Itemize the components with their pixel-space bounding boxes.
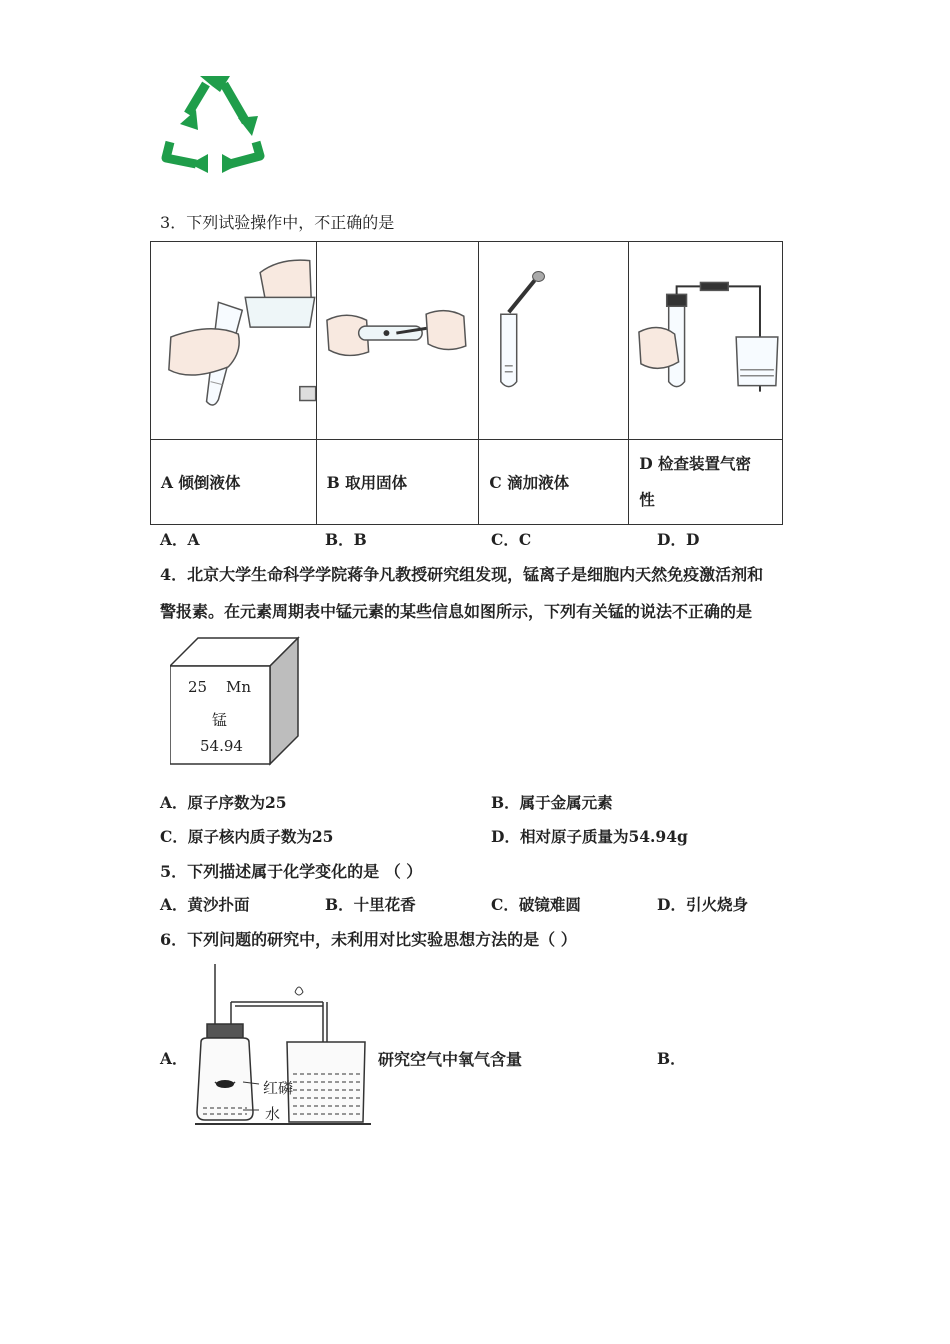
element-name: 锰 <box>212 711 228 729</box>
cell-a-image <box>151 242 317 440</box>
q6-option-b[interactable]: B． <box>657 1049 686 1068</box>
taking-solid-illustration <box>317 242 479 439</box>
q3-option-a[interactable]: A．A <box>160 530 200 549</box>
cell-d-image <box>629 242 783 440</box>
recycle-icon <box>160 72 270 174</box>
q6-option-a[interactable]: A． <box>160 1049 188 1068</box>
question-3: 3．下列试验操作中，不正确的是 <box>160 213 395 232</box>
q3-option-d[interactable]: D．D <box>657 530 700 549</box>
cell-a-label: A 倾倒液体 <box>151 440 317 525</box>
cell-b-label: B 取用固体 <box>316 440 479 525</box>
pouring-liquid-illustration <box>151 242 316 439</box>
operations-table <box>150 241 783 525</box>
q4-option-a[interactable]: A．原子序数为25 <box>160 793 287 812</box>
q4-option-b[interactable]: B．属于金属元素 <box>491 793 613 812</box>
q4-text-line1: 4．北京大学生命科学学院蒋争凡教授研究组发现，锰离子是细胞内天然免疫激活剂和 <box>160 565 764 584</box>
oxygen-experiment-illustration <box>195 962 375 1130</box>
cell-b-image <box>316 242 479 440</box>
q4-option-d[interactable]: D．相对原子质量为54.94g <box>491 827 688 846</box>
element-card <box>170 636 300 770</box>
q5-text: 5．下列描述属于化学变化的是 （ ） <box>160 862 423 881</box>
q5-option-c[interactable]: C．破镜难圆 <box>491 895 581 914</box>
atomic-number: 25 <box>188 678 208 696</box>
q4-text-line2: 警报素。在元素周期表中锰元素的某些信息如图所示，下列有关锰的说法不正确的是 <box>160 602 753 621</box>
cell-d-label <box>629 440 783 525</box>
q3-option-c[interactable]: C．C <box>491 530 532 549</box>
q5-option-d[interactable]: D．引火烧身 <box>657 895 748 914</box>
question-number: 3 <box>160 213 171 232</box>
dropping-liquid-illustration <box>479 242 628 439</box>
cell-c-label: C 滴加液体 <box>479 440 629 525</box>
red-phosphorus-label: 红磷 <box>263 1079 294 1097</box>
water-label: 水 <box>265 1105 281 1123</box>
q4-option-c[interactable]: C．原子核内质子数为25 <box>160 827 334 846</box>
q3-option-b[interactable]: B．B <box>325 530 367 549</box>
q5-option-b[interactable]: B．十里花香 <box>325 895 416 914</box>
question-text: 下列试验操作中，不正确的是 <box>186 213 395 232</box>
cell-c-image <box>479 242 629 440</box>
cell-d-label-line1: D 检查装置气密 <box>639 454 752 473</box>
cell-d-label-line2: 性 <box>639 490 655 509</box>
element-symbol: Mn <box>226 678 252 696</box>
q6-option-a-caption: 研究空气中氧气含量 <box>378 1050 523 1069</box>
atomic-mass: 54.94 <box>200 737 243 755</box>
q6-text: 6．下列问题的研究中，未利用对比实验思想方法的是（ ） <box>160 930 577 949</box>
airtightness-check-illustration <box>629 242 782 439</box>
q5-option-a[interactable]: A．黄沙扑面 <box>160 895 250 914</box>
